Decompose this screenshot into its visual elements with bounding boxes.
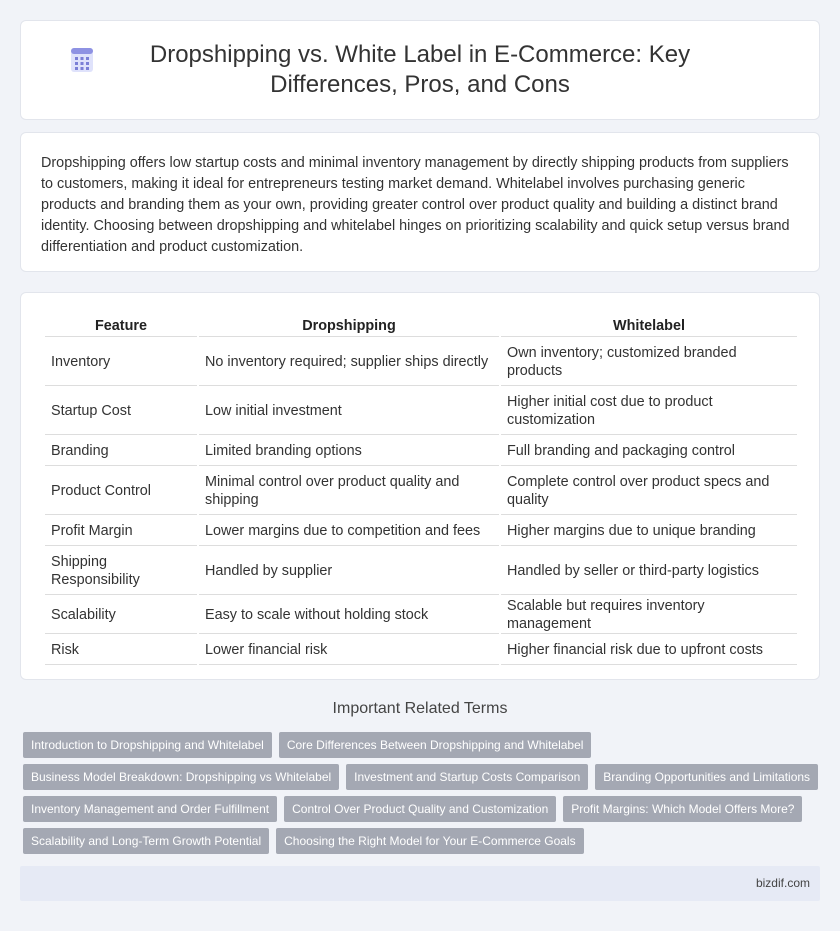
table-cell-whitelabel: Higher margins due to unique branding [501,517,797,546]
related-term-tag[interactable]: Profit Margins: Which Model Offers More? [563,796,802,822]
table-header-feature: Feature [45,315,197,337]
comparison-table-card [20,292,820,680]
related-term-tag[interactable]: Introduction to Dropshipping and Whitelabel [23,732,272,758]
related-term-tag[interactable]: Scalability and Long-Term Growth Potential [23,828,269,854]
related-terms-heading: Important Related Terms [332,700,508,717]
table-cell-dropshipping: Minimal control over product quality and shipping [199,468,499,515]
table-cell-whitelabel: Higher financial risk due to upfront costs [501,636,797,665]
table-row [45,339,797,386]
table-cell-feature: Product Control [45,468,197,515]
table-cell-feature: Profit Margin [45,517,197,546]
related-term-tag[interactable]: Investment and Startup Costs Comparison [346,764,588,790]
table-cell-dropshipping: Lower financial risk [199,636,499,665]
footer-site-link[interactable]: bizdif.com [755,876,810,890]
table-cell-feature: Risk [45,636,197,665]
table-row [45,388,797,435]
header-card [20,20,820,120]
related-term-tag[interactable]: Control Over Product Quality and Customization [284,796,556,822]
table-row [45,597,797,634]
related-term-tag[interactable]: Inventory Management and Order Fulfillment [23,796,277,822]
table-header-dropshipping: Dropshipping [199,315,499,337]
table-cell-whitelabel: Own inventory; customized branded products [501,339,797,386]
intro-card [20,132,820,272]
related-term-tag[interactable]: Core Differences Between Dropshipping and Whitelabel [279,732,592,758]
intro-paragraph: Dropshipping offers low startup costs and minimal inventory management by directly shipping products from suppliers to customers, making it ideal for entrepreneurs testing market demand. Whitelabel involves purchasing generic products and branding them as your own, providing greater control over product quality and building a distinct brand identity. Choosing between dropshipping and whitelabel hinges on prioritizing scalability and quick setup versus brand differentiation and product customization. [41,155,790,255]
table-cell-whitelabel: Complete control over product specs and quality [501,468,797,515]
table-cell-whitelabel: Scalable but requires inventory management [501,597,797,634]
table-cell-whitelabel: Full branding and packaging control [501,437,797,466]
table-row [45,437,797,466]
related-term-tag[interactable]: Branding Opportunities and Limitations [595,764,818,790]
table-cell-feature: Startup Cost [45,388,197,435]
table-cell-feature: Inventory [45,339,197,386]
footer [20,866,820,901]
table-cell-whitelabel: Handled by seller or third-party logistics [501,548,797,595]
related-term-tag[interactable]: Business Model Breakdown: Dropshipping vs Whitelabel [23,764,339,790]
table-cell-dropshipping: Limited branding options [199,437,499,466]
related-terms-list [23,732,823,854]
table-header-whitelabel: Whitelabel [501,315,797,337]
table-cell-dropshipping: No inventory required; supplier ships directly [199,339,499,386]
table-row [45,636,797,665]
comparison-table [43,313,799,667]
table-cell-feature: Scalability [45,597,197,634]
table-row [45,468,797,515]
related-term-tag[interactable]: Choosing the Right Model for Your E-Commerce Goals [276,828,583,854]
table-cell-dropshipping: Lower margins due to competition and fees [199,517,499,546]
table-cell-feature: Branding [45,437,197,466]
table-row [45,548,797,595]
table-cell-feature: Shipping Responsibility [45,548,197,595]
table-cell-dropshipping: Easy to scale without holding stock [199,597,499,634]
table-row [45,517,797,546]
table-cell-dropshipping: Handled by supplier [199,548,499,595]
table-cell-dropshipping: Low initial investment [199,388,499,435]
page-title: Dropshipping vs. White Label in E-Commerce: Key Differences, Pros, and Cons [149,41,691,98]
table-cell-whitelabel: Higher initial cost due to product customization [501,388,797,435]
